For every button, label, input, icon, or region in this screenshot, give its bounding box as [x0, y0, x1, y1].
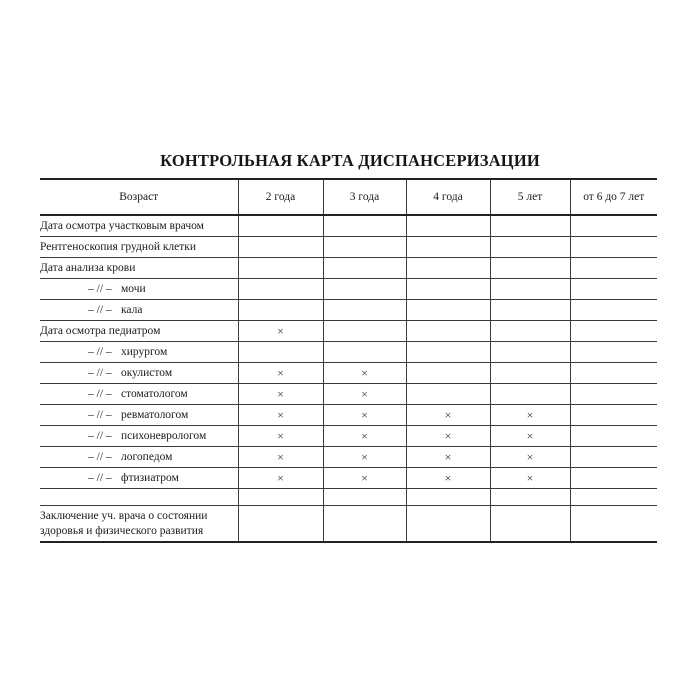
- check-mark-cell: ×: [238, 447, 323, 468]
- column-header-4-years: 4 года: [406, 179, 490, 215]
- table-row: [40, 363, 657, 384]
- column-header-2-years: 2 года: [238, 179, 323, 215]
- check-mark-cell: ×: [238, 405, 323, 426]
- check-mark-cell: ×: [490, 468, 570, 489]
- empty-cell: [406, 300, 490, 321]
- row-label: [40, 384, 238, 405]
- empty-cell: [323, 321, 406, 342]
- row-label: [40, 426, 238, 447]
- empty-cell: [570, 300, 657, 321]
- row-label: [40, 300, 238, 321]
- empty-cell: [406, 342, 490, 363]
- ditto-mark: – // –: [88, 346, 112, 358]
- empty-cell: [570, 258, 657, 279]
- row-label-text: мочи: [121, 283, 146, 295]
- check-mark-cell: ×: [238, 363, 323, 384]
- ditto-mark: – // –: [88, 409, 112, 421]
- empty-cell: [570, 237, 657, 258]
- empty-cell: [238, 258, 323, 279]
- empty-cell: [406, 489, 490, 506]
- table-row: [40, 279, 657, 300]
- empty-cell: [406, 321, 490, 342]
- empty-cell: [570, 468, 657, 489]
- empty-cell: [238, 300, 323, 321]
- empty-cell: [570, 447, 657, 468]
- empty-cell: [570, 342, 657, 363]
- ditto-mark: – // –: [88, 304, 112, 316]
- row-label-text: фтизиатром: [121, 472, 179, 484]
- empty-cell: [323, 279, 406, 300]
- check-mark-cell: ×: [406, 426, 490, 447]
- empty-cell: [490, 363, 570, 384]
- empty-cell: [323, 342, 406, 363]
- row-label-text: логопедом: [121, 451, 173, 463]
- empty-cell: [570, 279, 657, 300]
- empty-cell: [323, 300, 406, 321]
- table-row: [40, 300, 657, 321]
- row-label-text: Дата анализа крови: [40, 262, 136, 274]
- table-body: [40, 215, 657, 542]
- empty-cell: [238, 489, 323, 506]
- empty-cell: [570, 489, 657, 506]
- empty-cell: [238, 279, 323, 300]
- empty-cell: [406, 363, 490, 384]
- column-header-5-years: 5 лет: [490, 179, 570, 215]
- empty-cell: [406, 237, 490, 258]
- row-label: [40, 321, 238, 342]
- empty-cell: [323, 237, 406, 258]
- row-label: [40, 342, 238, 363]
- empty-cell: [406, 215, 490, 237]
- conclusion-label: Заключение уч. врача о состоянии здоровья и физического развития: [40, 506, 238, 543]
- empty-cell: [406, 279, 490, 300]
- empty-cell: [490, 384, 570, 405]
- empty-cell: [570, 426, 657, 447]
- check-mark-cell: ×: [238, 384, 323, 405]
- check-mark-cell: ×: [406, 405, 490, 426]
- table-row: [40, 237, 657, 258]
- check-mark-cell: ×: [323, 363, 406, 384]
- table-row: [40, 384, 657, 405]
- empty-cell: [406, 506, 490, 543]
- row-label-text: Дата осмотра педиатром: [40, 325, 161, 337]
- check-mark-cell: ×: [490, 447, 570, 468]
- empty-cell: [490, 237, 570, 258]
- check-mark-cell: ×: [238, 468, 323, 489]
- check-mark-cell: ×: [323, 426, 406, 447]
- table-row: [40, 215, 657, 237]
- check-mark-cell: ×: [238, 321, 323, 342]
- row-label-text: кала: [121, 304, 143, 316]
- ditto-mark: – // –: [88, 451, 112, 463]
- empty-cell: [238, 506, 323, 543]
- row-label: [40, 447, 238, 468]
- page-title: КОНТРОЛЬНАЯ КАРТА ДИСПАНСЕРИЗАЦИИ: [160, 151, 540, 170]
- empty-cell: [490, 258, 570, 279]
- table-row: [40, 426, 657, 447]
- table-header-row: [40, 179, 657, 215]
- empty-cell: [323, 215, 406, 237]
- empty-cell: [490, 321, 570, 342]
- empty-cell: [490, 342, 570, 363]
- row-label: [40, 237, 238, 258]
- ditto-mark: – // –: [88, 472, 112, 484]
- check-mark-cell: ×: [323, 468, 406, 489]
- table-row: [40, 258, 657, 279]
- table-row: [40, 468, 657, 489]
- row-label: [40, 468, 238, 489]
- check-mark-cell: ×: [490, 426, 570, 447]
- row-label: [40, 258, 238, 279]
- ditto-mark: – // –: [88, 367, 112, 379]
- row-label-text: хирургом: [121, 346, 168, 358]
- empty-cell: [490, 300, 570, 321]
- column-header-6-to-7-years: от 6 до 7 лет: [570, 179, 657, 215]
- check-mark-cell: ×: [490, 405, 570, 426]
- empty-cell: [40, 489, 238, 506]
- row-label: [40, 215, 238, 237]
- check-mark-cell: ×: [238, 426, 323, 447]
- ditto-mark: – // –: [88, 388, 112, 400]
- check-mark-cell: ×: [406, 468, 490, 489]
- empty-cell: [570, 384, 657, 405]
- empty-cell: [490, 279, 570, 300]
- row-label: [40, 279, 238, 300]
- row-label: [40, 405, 238, 426]
- column-header-3-years: 3 года: [323, 179, 406, 215]
- empty-cell: [323, 506, 406, 543]
- empty-cell: [323, 489, 406, 506]
- dispensary-control-table: [40, 178, 657, 543]
- table-row: [40, 405, 657, 426]
- row-label-text: Дата осмотра участковым врачом: [40, 220, 204, 232]
- empty-cell: [490, 215, 570, 237]
- empty-cell: [323, 258, 406, 279]
- table-row: [40, 321, 657, 342]
- column-header-age: Возраст: [40, 179, 238, 215]
- check-mark-cell: ×: [323, 384, 406, 405]
- empty-cell: [406, 258, 490, 279]
- row-label-text: окулистом: [121, 367, 173, 379]
- empty-cell: [570, 506, 657, 543]
- row-label-text: Рентгеноскопия грудной клетки: [40, 241, 197, 253]
- check-mark-cell: ×: [323, 405, 406, 426]
- row-label: [40, 363, 238, 384]
- empty-cell: [570, 215, 657, 237]
- empty-cell: [570, 405, 657, 426]
- table-row-blank: [40, 489, 657, 506]
- table-row: [40, 342, 657, 363]
- check-mark-cell: ×: [406, 447, 490, 468]
- check-mark-cell: ×: [323, 447, 406, 468]
- empty-cell: [238, 237, 323, 258]
- row-label-text: ревматологом: [121, 409, 189, 421]
- row-label-text: стоматологом: [121, 388, 188, 400]
- empty-cell: [490, 489, 570, 506]
- empty-cell: [490, 506, 570, 543]
- table-row: [40, 447, 657, 468]
- empty-cell: [238, 215, 323, 237]
- empty-cell: [570, 321, 657, 342]
- ditto-mark: – // –: [88, 283, 112, 295]
- ditto-mark: – // –: [88, 430, 112, 442]
- row-label-text: психоневрологом: [121, 430, 207, 442]
- conclusion-row: [40, 506, 657, 543]
- empty-cell: [570, 363, 657, 384]
- empty-cell: [238, 342, 323, 363]
- empty-cell: [406, 384, 490, 405]
